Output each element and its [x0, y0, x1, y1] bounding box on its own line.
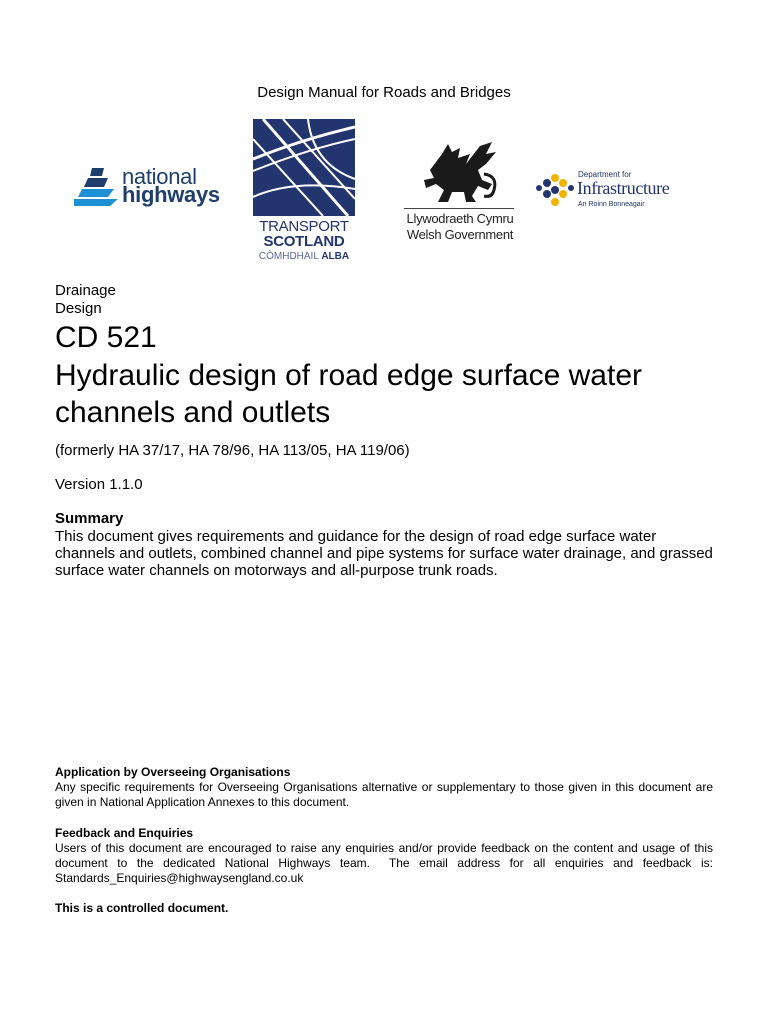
national-highways-line1: national [122, 164, 197, 189]
transport-scotland-logo [253, 119, 355, 265]
infrastructure-logo [536, 168, 694, 214]
welsh-government-divider [404, 208, 514, 209]
document-subject [55, 282, 116, 318]
document-version: Version 1.1.0 [55, 476, 143, 493]
infrastructure-line1: Department for [578, 170, 632, 179]
transport-scotland-line2: SCOTLAND [263, 233, 345, 250]
summary-body: This document gives requirements and guidance for the design of road edge surface water channels and outlets, combined channel and pipe systems for surface water drainage, and grassed surface water channels on motorways and all-purpose trunk roads. [55, 528, 713, 579]
welsh-government-line1: Llywodraeth Cymru [406, 211, 514, 226]
transport-scotland-line3: CÒMHDHAIL ALBA [258, 251, 350, 262]
manual-title: Design Manual for Roads and Bridges [257, 84, 511, 101]
welsh-government-logo [402, 140, 518, 246]
infrastructure-line3: An Roinn Bonneagair [578, 201, 645, 208]
welsh-government-line2: Welsh Government [406, 227, 514, 242]
transport-scotland-line1: TRANSPORT [259, 218, 349, 235]
application-heading: Application by Overseeing Organisations [55, 765, 291, 779]
application-body: Any specific requirements for Overseeing Organisations alternative or supplementary to those given in this document are given in National Application Annexes to this document. [55, 780, 713, 809]
document-code: CD 521 [55, 321, 157, 354]
document-title: Hydraulic design of road edge surface water channels and outlets [55, 359, 642, 429]
subject-line2: Design [55, 300, 102, 317]
infrastructure-hexagon-icon [536, 172, 574, 210]
welsh-dragon-icon [422, 140, 500, 204]
national-highways-logo [72, 120, 224, 262]
formerly-note: (formerly HA 37/17, HA 78/96, HA 113/05, HA 119/06) [55, 442, 410, 459]
subject-line1: Drainage [55, 282, 116, 299]
controlled-document-note: This is a controlled document. [55, 901, 229, 915]
feedback-body: Users of this document are encouraged to raise any enquiries and/or provide feedback on the content and usage of this document to the dedicated National Highways team. The email address for all enquiries and feedback is: Standards_Enquiries@highwaysengland.co.uk [55, 841, 717, 885]
national-highways-emblem-icon [74, 166, 120, 208]
feedback-heading: Feedback and Enquiries [55, 826, 194, 840]
summary-heading: Summary [55, 510, 124, 527]
transport-scotland-roads-icon [253, 119, 355, 216]
national-highways-line2: highways [122, 182, 220, 207]
infrastructure-line2: Infrastructure [577, 178, 670, 198]
